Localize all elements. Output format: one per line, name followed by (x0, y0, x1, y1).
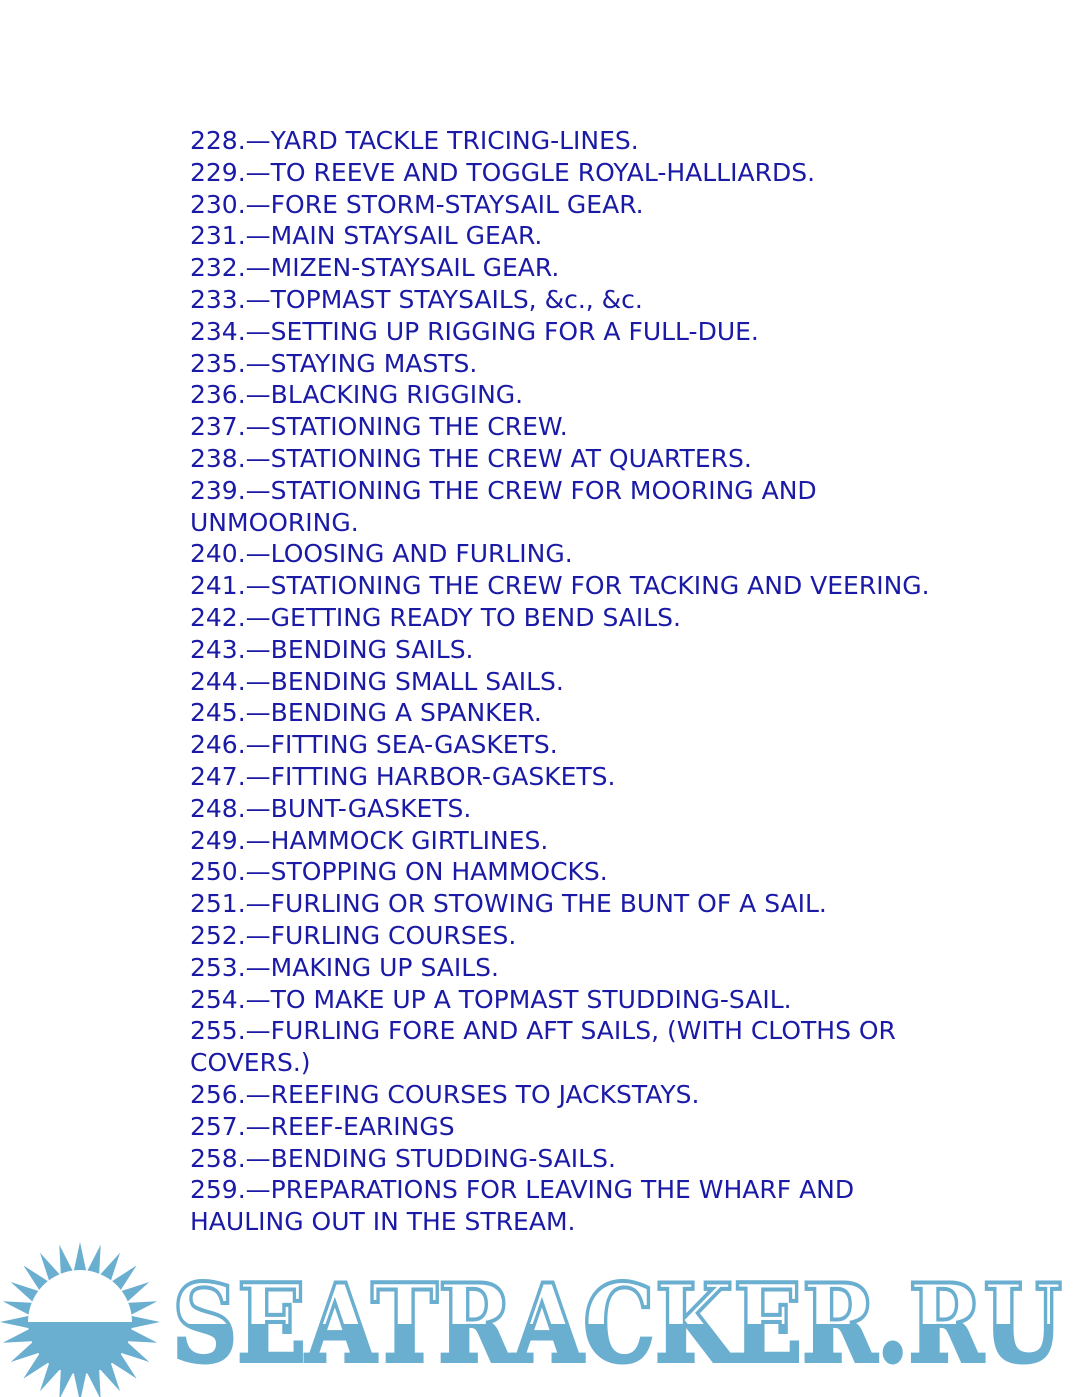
toc-entry-230: 230.—FORE STORM-STAYSAIL GEAR. (190, 189, 644, 219)
toc-entry-258: 258.—BENDING STUDDING-SAILS. (190, 1143, 616, 1173)
toc-entry-241: 241.—STATIONING THE CREW FOR TACKING AND VEERING. (190, 571, 930, 601)
toc-entry-233: 233.—TOPMAST STAYSAILS, &c., &c. (190, 284, 643, 314)
toc-entry-239: 239.—STATIONING THE CREW FOR MOORING AND UNMOORING. (190, 475, 817, 537)
toc-entry-247: 247.—FITTING HARBOR-GASKETS. (190, 761, 616, 791)
toc-entry-244: 244.—BENDING SMALL SAILS. (190, 666, 564, 696)
toc-entry-236: 236.—BLACKING RIGGING. (190, 380, 524, 410)
toc-entry-238: 238.—STATIONING THE CREW AT QUARTERS. (190, 443, 752, 473)
toc-entry-237: 237.—STATIONING THE CREW. (190, 412, 568, 442)
toc-entry-242: 242.—GETTING READY TO BEND SAILS. (190, 602, 681, 632)
sun-icon (0, 1242, 160, 1397)
toc-entry-231: 231.—MAIN STAYSAIL GEAR. (190, 221, 543, 251)
toc-entry-228: 228.—YARD TACKLE TRICING-LINES. (190, 126, 639, 155)
toc-entry-245: 245.—BENDING A SPANKER. (190, 698, 542, 728)
toc-entry-253: 253.—MAKING UP SAILS. (190, 952, 499, 982)
toc-entry-248: 248.—BUNT-GASKETS. (190, 793, 472, 823)
toc-entry-235: 235.—STAYING MASTS. (190, 348, 478, 378)
table-of-contents (190, 125, 960, 1238)
watermark-text: SEATRACKER.RU (172, 1261, 1062, 1387)
toc-entry-246: 246.—FITTING SEA-GASKETS. (190, 730, 558, 760)
toc-entry-232: 232.—MIZEN-STAYSAIL GEAR. (190, 253, 560, 283)
toc-entry-256: 256.—REEFING COURSES TO JACKSTAYS. (190, 1079, 700, 1109)
toc-entry-250: 250.—STOPPING ON HAMMOCKS. (190, 857, 608, 887)
toc-entry-249: 249.—HAMMOCK GIRTLINES. (190, 825, 549, 855)
toc-entry-229: 229.—TO REEVE AND TOGGLE ROYAL-HALLIARDS. (190, 157, 816, 187)
toc-entry-243: 243.—BENDING SAILS. (190, 634, 474, 664)
toc-entry-251: 251.—FURLING OR STOWING THE BUNT OF A SAIL. (190, 889, 827, 919)
toc-entry-240: 240.—LOOSING AND FURLING. (190, 539, 573, 569)
toc-entry-255: 255.—FURLING FORE AND AFT SAILS, (WITH CLOTHS OR COVERS.) (190, 1016, 896, 1078)
toc-entry-234: 234.—SETTING UP RIGGING FOR A FULL-DUE. (190, 316, 759, 346)
toc-entry-259: 259.—PREPARATIONS FOR LEAVING THE WHARF AND HAULING OUT IN THE STREAM. (190, 1175, 855, 1237)
toc-entry-257: 257.—REEF-EARINGS (190, 1111, 455, 1141)
toc-entry-254: 254.—TO MAKE UP A TOPMAST STUDDING-SAIL. (190, 984, 792, 1014)
watermark-logo (0, 1238, 1080, 1397)
toc-entry-252: 252.—FURLING COURSES. (190, 920, 517, 950)
